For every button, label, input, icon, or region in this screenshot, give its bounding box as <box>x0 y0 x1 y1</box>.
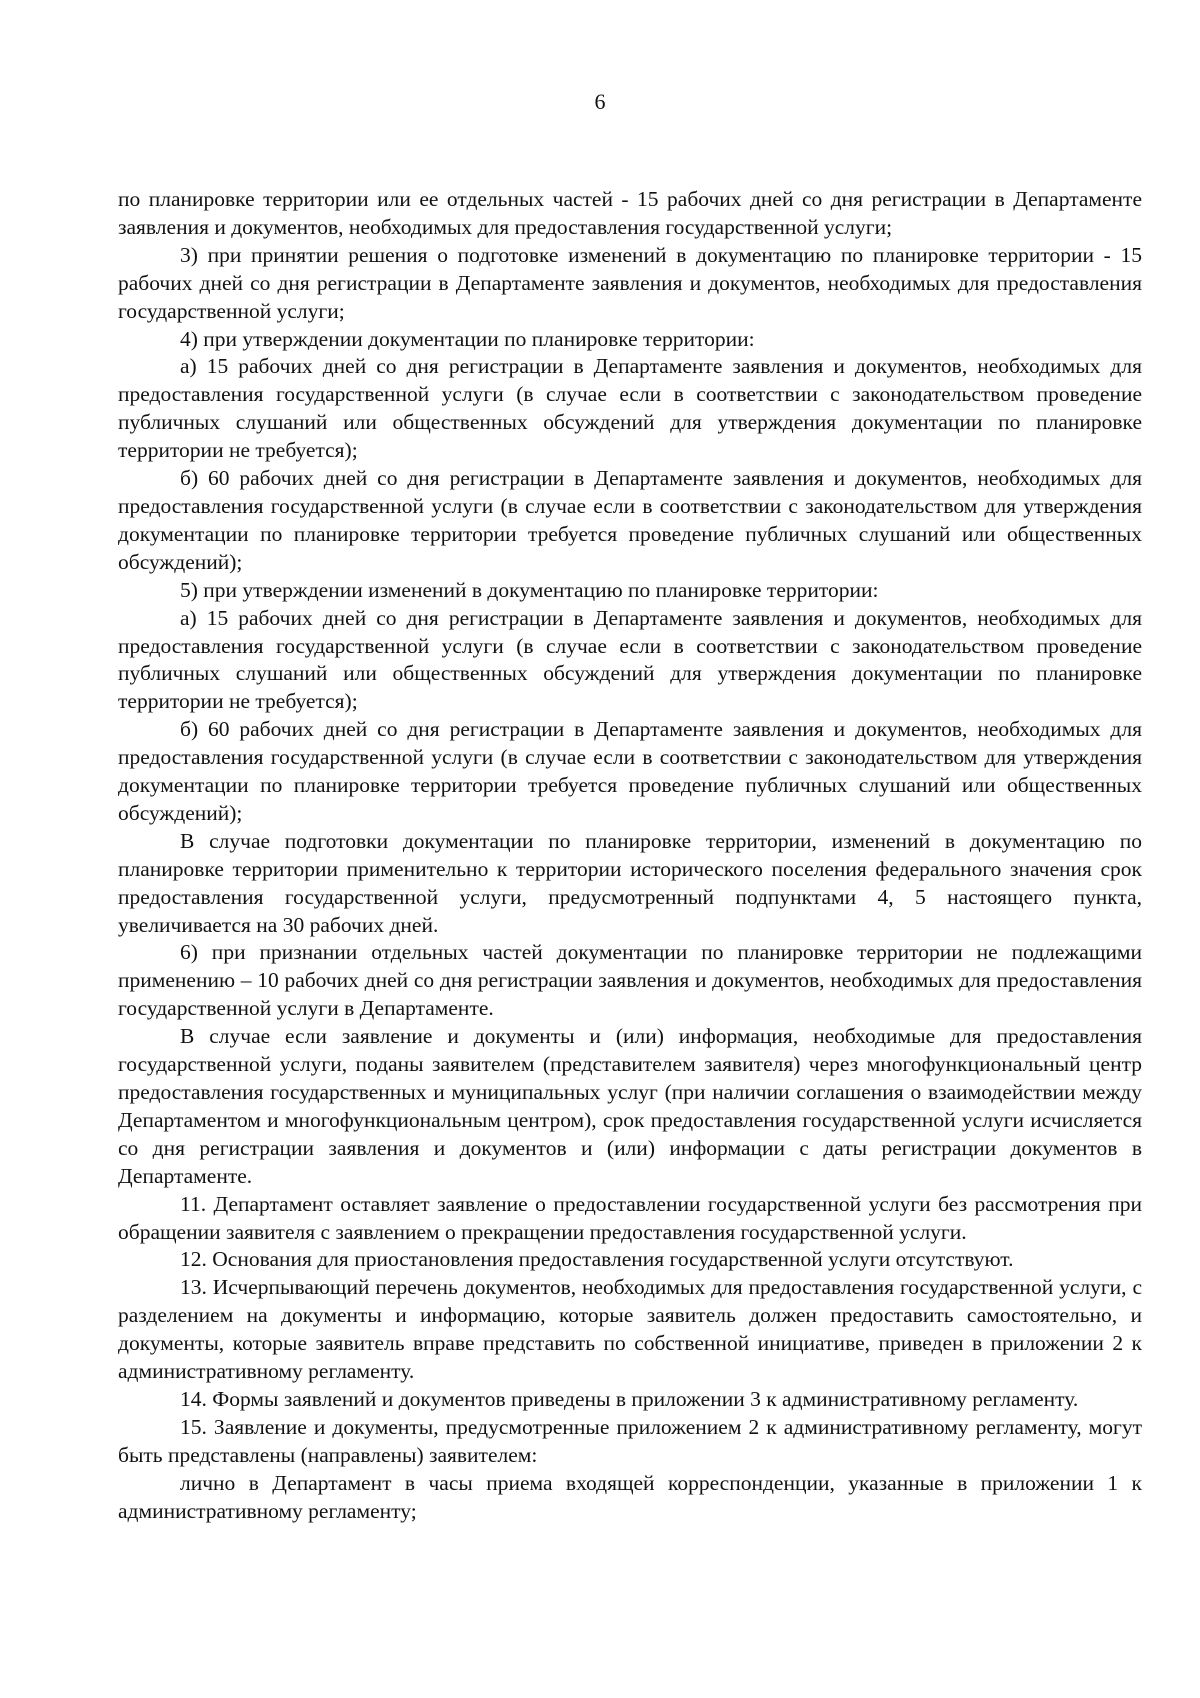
paragraph: по планировке территории или ее отдельных частей - 15 рабочих дней со дня регистрации в Департаменте заявления и документов, необходимых для предоставления государственной услуги; <box>118 187 1142 239</box>
page-number: 6 <box>594 89 606 114</box>
paragraph: б) 60 рабочих дней со дня регистрации в Департаменте заявления и документов, необходимых для предоставления государственной услуги (в случае если в соответствии с законодательством для утверждения документации по планировке территории требуется проведение публичных слушаний или общественных обсуждений); <box>118 466 1142 574</box>
paragraph: 5) при утверждении изменений в документацию по планировке территории: <box>180 577 879 602</box>
paragraph: В случае если заявление и документы и (или) информация, необходимые для предоставления государственной услуги, поданы заявителем (представителем заявителя) через многофункциональный центр предоставления государственных и муниципальных услуг (при наличии соглашения о взаимодействии между Департаментом и многофункциональным центром), срок предоставления государственной услуги исчисляется со дня регистрации заявления и документов и (или) информации с даты регистрации документов в Департаменте. <box>118 1024 1142 1188</box>
paragraph: 13. Исчерпывающий перечень документов, необходимых для предоставления государственной услуги, с разделением на документы и информацию, которые заявитель должен предоставить самостоятельно, и документы, которые заявитель вправе представить по собственной инициативе, приведен в приложении 2 к административному регламенту. <box>118 1275 1142 1384</box>
paragraph: 3) при принятии решения о подготовке изменений в документацию по планировке территории - 15 рабочих дней со дня регистрации в Департаменте заявления и документов, необходимых для предоставления государственной услуги; <box>118 242 1142 323</box>
paragraph: 15. Заявление и документы, предусмотренные приложением 2 к административному регламенту, могут быть представлены (направлены) заявителем: <box>118 1414 1142 1467</box>
paragraph: б) 60 рабочих дней со дня регистрации в Департаменте заявления и документов, необходимых для предоставления государственной услуги (в случае если в соответствии с законодательством для утверждения документации по планировке территории требуется проведение публичных слушаний или общественных обсуждений); <box>118 717 1142 825</box>
paragraph: а) 15 рабочих дней со дня регистрации в Департаменте заявления и документов, необходимых для предоставления государственной услуги (в случае если в соответствии с законодательством проведение публичных слушаний или общественных обсуждений для утверждения документации по планировке территории не требуется); <box>118 354 1142 463</box>
paragraph: 11. Департамент оставляет заявление о предоставлении государственной услуги без рассмотрения при обращении заявителя с заявлением о прекращении предоставления государственной услуги. <box>118 1191 1142 1244</box>
paragraph: лично в Департамент в часы приема входящей корреспонденции, указанные в приложении 1 к административному регламенту; <box>118 1470 1142 1523</box>
paragraph: 6) при признании отдельных частей документации по планировке территории не подлежащими применению – 10 рабочих дней со дня регистрации заявления и документов, необходимых для предоставления государственной услуги в Департаменте. <box>118 940 1142 1021</box>
paragraph: а) 15 рабочих дней со дня регистрации в Департаменте заявления и документов, необходимых для предоставления государственной услуги (в случае если в соответствии с законодательством проведение публичных слушаний или общественных обсуждений для утверждения документации по планировке территории не требуется); <box>118 605 1142 714</box>
paragraph: В случае подготовки документации по планировке территории, изменений в документацию по планировке территории применительно к территории исторического поселения федерального значения срок предоставления государственной услуги, предусмотренный подпунктами 4, 5 настоящего пункта, увеличивается на 30 рабочих дней. <box>118 828 1142 937</box>
paragraph: 4) при утверждении документации по планировке территории: <box>180 326 755 351</box>
paragraph: 14. Формы заявлений и документов приведены в приложении 3 к административному регламенту. <box>180 1386 1079 1411</box>
document-body <box>118 186 1142 1526</box>
paragraph: 12. Основания для приостановления предоставления государственной услуги отсутствуют. <box>180 1247 1014 1272</box>
